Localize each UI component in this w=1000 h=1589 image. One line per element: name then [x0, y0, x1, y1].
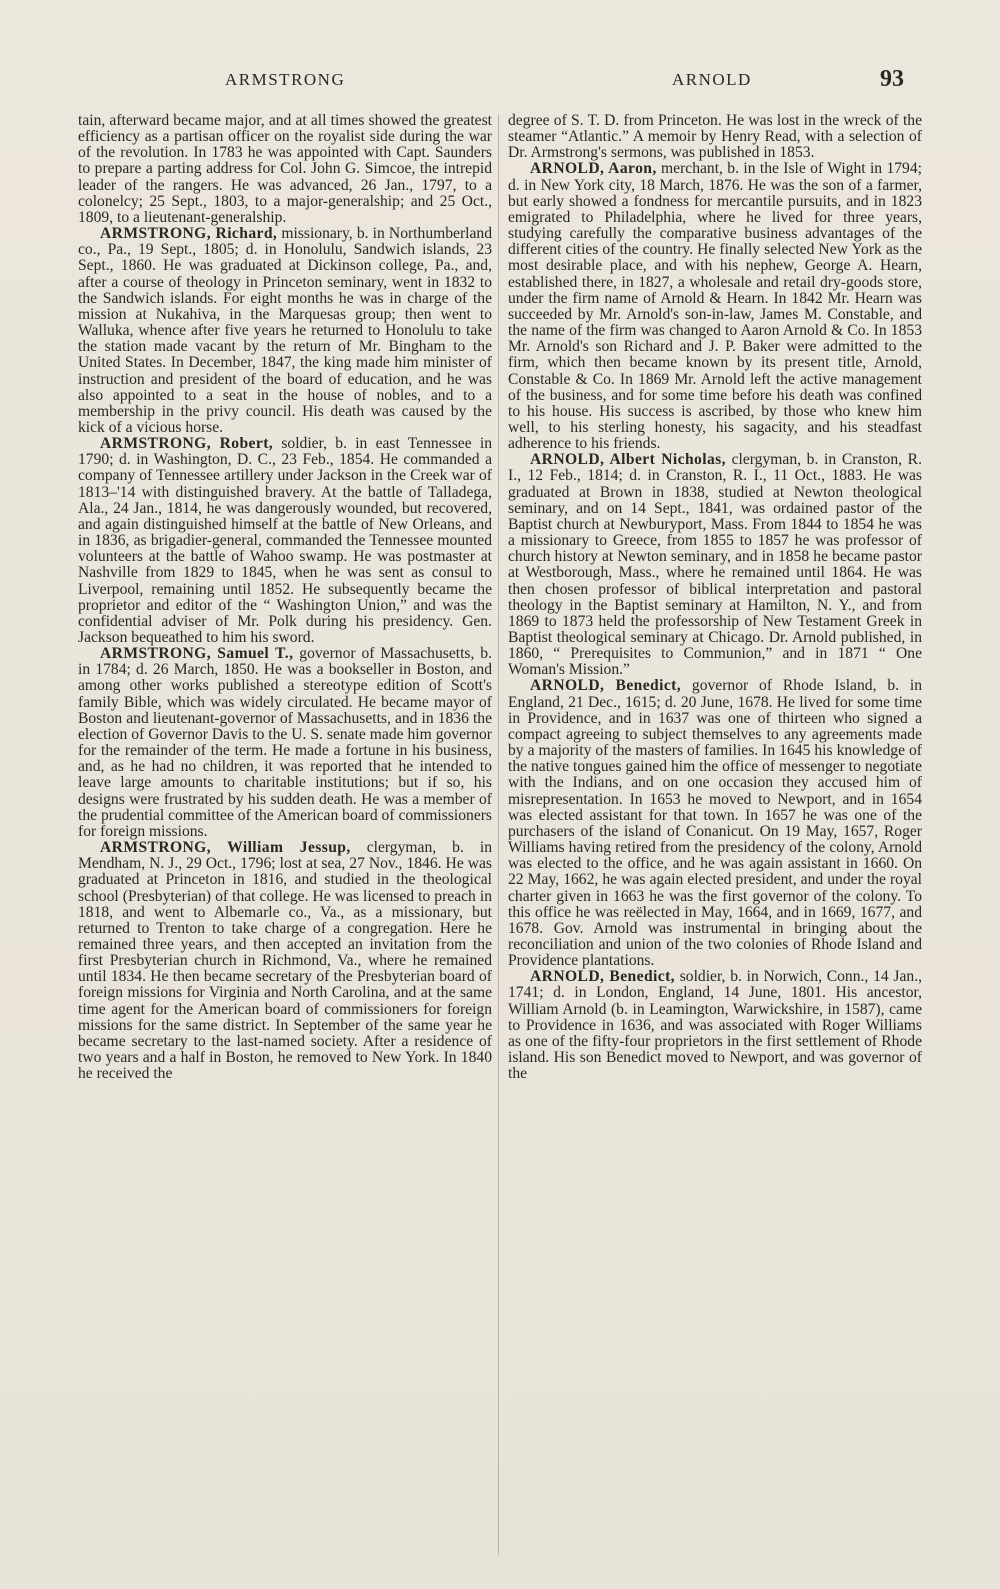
entry-text: governor of Rhode Island, b. in England, 21 Dec., 1615; d. 20 June, 1678. He lived for some time in Providence, and in 1637 was one of thirteen who signed a compact agreeing to subject themselves to any agreements made by a majority of the masters of families. In 1645 his knowledge of the native tongues gained him the office of messenger to negotiate with the Indians, and on one occasion they accused him of misrepresentation. In 1653 he moved to Newport, and in 1654 was elected assistant for that town. In 1657 he was one of the purchasers of the island of Conanicut. On 19 May, 1657, Roger Williams having retired from the presidency of the colony, Arnold was elected to the office, and he was again assistant in 1660. On 22 May, 1662, he was again elected president, and under the royal charter given in 1663 he was the first governor of the colony. To this office he was reëlected in May, 1664, and in 1669, 1677, and 1678. Gov. Arnold was instrumental in bringing about the reconciliation and union of the two colonies of Rhode Island and Providence plantations.: [508, 677, 922, 970]
biography-entry: [508, 678, 922, 969]
biography-entry: [508, 452, 922, 678]
biography-entry: [78, 113, 492, 226]
entry-text: tain, afterward became major, and at all times showed the greatest efficiency as a partisan officer on the royalist side during the war of the revolution. In 1783 he was appointed with Capt. Saunders to prepare a parting address for Col. John G. Simcoe, the intrepid leader of the rangers. He was advanced, 26 Jan., 1797, to a colonelcy; 25 Sept., 1803, to a major-generalship; and 25 Oct., 1809, to a lieutenant-generalship.: [78, 113, 492, 226]
column-divider: [498, 115, 499, 1555]
page-number: 93: [880, 66, 904, 92]
right-column: [508, 113, 922, 1553]
biography-entry: [78, 226, 492, 436]
entry-text: clergyman, b. in Cranston, R. I., 12 Feb., 1814; d. in Cranston, R. I., 11 Oct., 1883. He was graduated at Brown in 1838, studied at Newton theological seminary, and on 14 Sept., 1841, was ordained pastor of the Baptist church at Newburyport, Mass. From 1844 to 1854 he was a missionary to Greece, from 1855 to 1857 he was professor of church history at Newton seminary, and in 1858 he became pastor at Westborough, Mass., where he remained until 1864. He was then chosen professor of biblical interpretation and pastoral theology in the Baptist seminary at Hamilton, N. Y., and from 1869 to 1873 held the professorship of New Testament Greek in Baptist theological seminary at Chicago. Dr. Arnold published, in 1860, “ Prerequisites to Communion,” and in 1871 “ One Woman's Mission.”: [508, 451, 922, 679]
entry-text: clergyman, b. in Mendham, N. J., 29 Oct., 1796; lost at sea, 27 Nov., 1846. He was graduated at Princeton in 1816, and studied in the theological school (Presbyterian) of that college. He was licensed to preach in 1818, and went to Albemarle co., Va., as a missionary, but returned to Trenton to take charge of a congregation. Here he remained three years, and then accepted an invitation from the first Presbyterian church in Richmond, Va., where he remained until 1834. He then became secretary of the Presbyterian board of foreign missions for Virginia and North Carolina, and at the same time agent for the American board of commissioners for foreign missions for the same district. In September of the same year he became secretary to the last-named society. After a residence of two years and a half in Boston, he removed to New York. In 1840 he received the: [78, 839, 492, 1083]
biography-entry: [508, 969, 922, 1082]
running-head: [0, 66, 1000, 92]
biography-entry: [508, 161, 922, 452]
entry-headword: ARNOLD, Albert Nicholas,: [530, 451, 726, 469]
running-head-right: ARNOLD: [672, 70, 752, 89]
left-column: [78, 113, 492, 1553]
entry-headword: ARMSTRONG, Robert,: [100, 435, 274, 453]
entry-text: soldier, b. in east Tennessee in 1790; d. in Washington, D. C., 23 Feb., 1854. He commanded a company of Tennessee artillery under Jackson in the Creek war of 1813–'14 with distinguished bravery. At the battle of Talladega, Ala., 24 Jan., 1814, he was dangerously wounded, but recovered, and again distinguished himself at the battle of New Orleans, and in 1836, as brigadier-general, commanded the Tennessee mounted volunteers at the battle of Wahoo swamp. He was postmaster at Nashville from 1829 to 1845, when he was sent as consul to Liverpool, remaining until 1852. He subsequently became the proprietor and editor of the “ Washington Union,” and was the confidential adviser of Mr. Polk during his presidency. Gen. Jackson bequeathed to him his sword.: [78, 435, 492, 646]
entry-text: missionary, b. in Northumberland co., Pa., 19 Sept., 1805; d. in Honolulu, Sandwich islands, 23 Sept., 1860. He was graduated at Dickinson college, Pa., and, after a course of theology in Princeton seminary, went in 1832 to the Sandwich islands. For eight months he was in charge of the mission at Nukahiva, in the Marquesas group; then went to Walluka, whence after five years he returned to Honolulu to take the station made vacant by the return of Mr. Bingham to the United States. In December, 1847, the king made him minister of instruction and president of the board of education, and he was also appointed to a seat in the house of nobles, and to a membership in the privy council. His death was caused by the kick of a vicious horse.: [78, 225, 492, 436]
biography-entry: [78, 436, 492, 646]
entry-text: soldier, b. in Norwich, Conn., 14 Jan., 1741; d. in London, England, 14 June, 1801. His ancestor, William Arnold (b. in Leamington, Warwickshire, in 1587), came to Providence in 1636, and was associated with Roger Williams as one of the fifty-four proprietors in the first settlement of Rhode island. His son Benedict moved to Newport, and was governor of the: [508, 968, 922, 1083]
entry-headword: ARNOLD, Benedict,: [530, 968, 675, 986]
entry-text: governor of Massachusetts, b. in 1784; d. 26 March, 1850. He was a bookseller in Boston, and among other works published a stereotype edition of Scott's family Bible, which was widely circulated. He became mayor of Boston and lieutenant-governor of Massachusetts, and in 1836 the election of Governor Davis to the U. S. senate made him governor for the remainder of the term. He made a fortune in his business, and, as he had no children, it was reported that he intended to leave large amounts to charitable institutions; but if so, his designs were frustrated by his sudden death. He was a member of the prudential committee of the American board of commissioners for foreign missions.: [78, 645, 492, 840]
entry-headword: ARMSTRONG, William Jessup,: [100, 839, 351, 857]
running-head-left: ARMSTRONG: [225, 70, 346, 89]
entry-headword: ARNOLD, Benedict,: [530, 677, 682, 695]
biography-entry: [78, 646, 492, 840]
biography-entry: [78, 840, 492, 1082]
entry-headword: ARMSTRONG, Richard,: [100, 225, 278, 243]
entry-headword: ARNOLD, Aaron,: [530, 160, 657, 178]
biography-entry: [508, 113, 922, 161]
entry-headword: ARMSTRONG, Samuel T.,: [100, 645, 294, 663]
entry-text: degree of S. T. D. from Princeton. He was lost in the wreck of the steamer “Atlantic.” A memoir by Henry Read, with a selection of Dr. Armstrong's sermons, was published in 1853.: [508, 113, 922, 162]
entry-text: merchant, b. in the Isle of Wight in 1794; d. in New York city, 18 March, 1876. He was the son of a farmer, but early showed a fondness for mercantile pursuits, and in 1823 emigrated to Philadelphia, where he lived for three years, studying carefully the comparative business advantages of the different cities of the country. He finally selected New York as the most desirable place, and with his nephew, George A. Hearn, established there, in 1827, a wholesale and retail dry-goods store, under the firm name of Arnold & Hearn. In 1842 Mr. Hearn was succeeded by Mr. Arnold's son-in-law, James M. Constable, and the name of the firm was changed to Aaron Arnold & Co. In 1853 Mr. Arnold's son Richard and J. P. Baker were admitted to the firm, which then became known by its present title, Arnold, Constable & Co. In 1869 Mr. Arnold left the active management of the business, and for some time before his death was confined to his house. His success is ascribed, by those who knew him well, to his sterling honesty, his sagacity, and his steadfast adherence to his friends.: [508, 160, 922, 453]
